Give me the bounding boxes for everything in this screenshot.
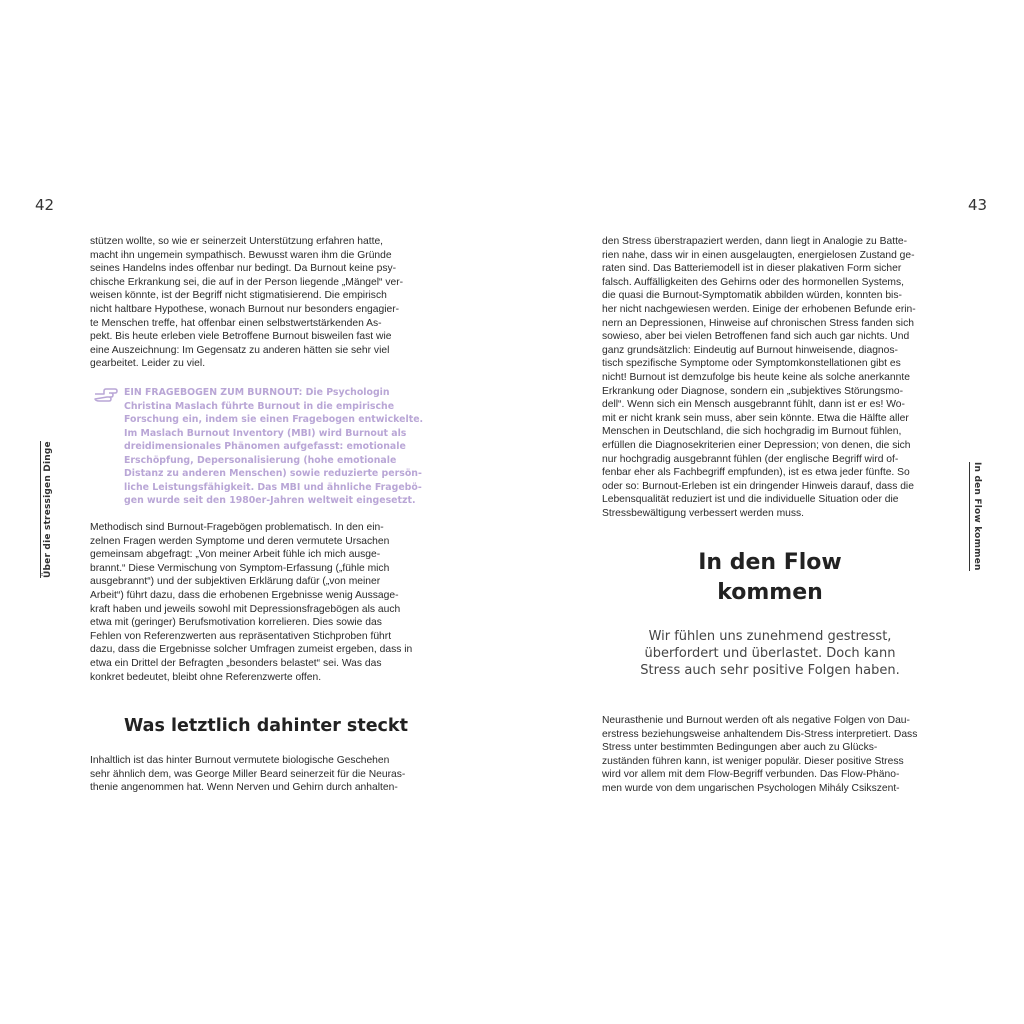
subtitle-line: überfordert und überlastet. Doch kann [644,646,896,661]
text-line: zelnen Fragen werden Symptome und deren vermutete Ursachen [90,535,390,547]
callout-line: gen wurde seit den 1980er-Jahren weltweit eingesetzt. [124,495,416,506]
text-line: seines Handelns indes offenbar nur bedingt. Da Burnout keine psy- [90,263,397,275]
text-line: stützen wollte, so wie er seinerzeit Unterstützung erfahren hatte, [90,236,384,247]
text-line: her nicht nachgewiesen werden. Einige der erhobenen Befunde erin- [602,303,916,315]
text-line: nur hochgradig ausgebrannt fühlen (der englische Begriff wird of- [602,453,899,465]
callout-box [124,386,423,508]
text-line: erfüllen die Diagnosekriterien einer Depression; von denen, die sich [602,439,911,451]
page-number-right: 43 [968,196,988,214]
subtitle-line: Stress auch sehr positive Folgen haben. [640,663,900,678]
text-line: rien nahe, dass wir in einen ausgelaugten, energielosen Zustand ge- [602,249,915,261]
text-line: ganz grundsätzlich: Eindeutig auf Burnout hinweisende, diagnos- [602,344,898,356]
text-line: Lebensqualität reduziert ist und die individuelle Situation oder die [602,494,899,506]
chapter-title-line: kommen [717,580,823,605]
section-tab-left: Über die stressigen Dinge [40,441,53,578]
body-paragraph [602,714,937,796]
text-line: brannt.“ Diese Vermischung von Symptom-Erfassung („fühle mich [90,562,390,574]
text-line: raten sind. Das Batteriemodell ist in dieser plakativen Form sicher [602,263,902,275]
page-number-left: 42 [35,196,55,214]
text-line: fenbar eher als Fachbegriff empfunden), ist es etwa jeder fünfte. So [602,467,910,479]
section-heading: Was letztlich dahinter steckt [124,716,408,736]
text-line: men wurde von dem ungarischen Psychologen Mihály Csikszent- [602,782,900,794]
text-line: sehr ähnlich dem, was George Miller Beard seinerzeit für die Neuras- [90,768,406,780]
text-line: die quasi die Burnout-Symptomatik abbilden würden, konnten bis- [602,290,902,302]
text-line: kraft haben und jeweils sowohl mit Depressionsfragebögen als auch [90,603,401,615]
section-tab-right: In den Flow kommen [969,462,982,571]
text-line: chische Erkrankung sei, die auf in der Person liegende „Mängel“ ver- [90,276,404,288]
text-line: wird vor allem mit dem Flow-Begriff verbunden. Das Flow-Phäno- [602,769,900,781]
text-line: Fehlen von Referenzwerten aus repräsentativen Stichproben führt [90,630,392,642]
callout-line: Christina Maslach führte Burnout in die empirische [124,400,395,412]
text-line: Erkrankung oder Diagnose, sondern ein „subjektives Störungsmo- [602,385,904,397]
text-line: nern an Depressionen, Hinweise auf chronischen Stress fanden sich [602,317,914,329]
text-line: weisen könnte, ist der Begriff nicht stigmatisierend. Die empirisch [90,290,387,302]
body-paragraph [90,754,420,795]
text-line: tisch spezifische Symptome oder Symptomkonstellationen gibt es [602,358,901,370]
text-line: macht ihn ungemein sympathisch. Bewusst waren ihm die Gründe [90,249,392,261]
text-line: te Menschen treffe, hat offenbar einen selbstwertstärkenden As- [90,317,382,329]
text-line: mit er nicht krank sein muss, aber sein könnte. Etwa die Hälfte aller [602,412,909,424]
callout-line: liche Leistungsfähigkeit. Das MBI und ähnliche Fragebö- [124,481,422,493]
text-line: etwa mit (geringer) Berufsmotivation korrelieren. Dies sowie das [90,617,382,629]
text-line: Arbeit“) führt dazu, dass die erhobenen Ergebnisse wenig Aussage- [90,589,399,601]
text-line: nicht haltbare Hypothese, wonach Burnout nur besonders engagier- [90,303,400,315]
text-line: Stressbewältigung verbessert werden muss. [602,507,805,519]
text-line: thenie angenommen hat. Wenn Nerven und Gehirn durch anhalten- [90,782,398,794]
pointing-hand-icon [93,386,119,404]
text-line: sowieso, aber bei vielen Betroffenen fand sich auch gar nichts. Und [602,331,910,343]
text-line: erstress beziehungsweise anhaltendem Dis-Stress interpretiert. Dass [602,728,918,740]
text-line: oder so: Burnout-Erleben ist ein dringender Hinweis darauf, dass die [602,480,914,492]
text-line: zuständen führen kann, ist weniger populär. Dieser positive Stress [602,755,904,767]
body-paragraph [90,235,420,371]
text-line: gemeinsam abgefragt: „Von meiner Arbeit fühle ich mich ausge- [90,549,381,561]
text-line: gearbeitet. Leider zu viel. [90,358,206,370]
body-paragraph [602,235,937,520]
text-line: ausgebrannt“) und der subjektiven Erklärung dafür („von meiner [90,576,381,588]
callout-line: Distanz zu anderen Menschen) sowie reduzierte persön- [124,468,422,479]
text-line: konkret bedeutet, bleibt ohne Referenzwerte offen. [90,671,322,683]
chapter-subtitle [620,628,920,679]
text-line: nicht! Burnout ist demzufolge bis heute keine als solche anerkannte [602,371,910,383]
text-line: Stress unter bestimmten Bedingungen aber auch zu Glücks- [602,742,878,754]
text-line: eine Auszeichnung: Im Gegensatz zu anderen hätten sie sehr viel [90,344,390,356]
text-line: pekt. Bis heute erleben viele Betroffene Burnout bisweilen fast wie [90,331,392,343]
text-line: etwa ein Drittel der Befragten „besonders belastet“ sei. Was das [90,657,382,669]
callout-line: Im Maslach Burnout Inventory (MBI) wird Burnout als [124,427,407,439]
text-line: dell“. Wenn sich ein Mensch ausgebrannt fühlt, dann ist er es! Wo- [602,399,905,411]
chapter-title-line: In den Flow [698,550,842,575]
text-line: falsch. Auffälligkeiten des Gehirns oder des hormonellen Systems, [602,276,905,288]
text-line: Menschen in Deutschland, die sich hochgradig im Burnout fühlen, [602,426,902,438]
text-line: dazu, dass die Ergebnisse solcher Umfragen zumeist ergeben, dass in [90,644,413,656]
chapter-title [640,548,900,608]
text-line: Neurasthenie und Burnout werden oft als negative Folgen von Dau- [602,715,910,726]
body-paragraph [90,521,420,684]
callout-line: Erschöpfung, Depersonalisierung (hohe emotionale [124,454,397,466]
text-line: Methodisch sind Burnout-Fragebögen problematisch. In den ein- [90,522,384,533]
callout-line: EIN FRAGEBOGEN ZUM BURNOUT: Die Psychologin [124,387,390,398]
text-line: den Stress überstrapaziert werden, dann liegt in Analogie zu Batte- [602,236,908,247]
text-line: Inhaltlich ist das hinter Burnout vermutete biologische Geschehen [90,755,390,766]
callout-line: dreidimensionales Phänomen aufgefasst: emotionale [124,441,406,452]
callout-line: Forschung ein, indem sie einen Fragebogen entwickelte. [124,414,424,425]
subtitle-line: Wir fühlen uns zunehmend gestresst, [648,629,892,644]
